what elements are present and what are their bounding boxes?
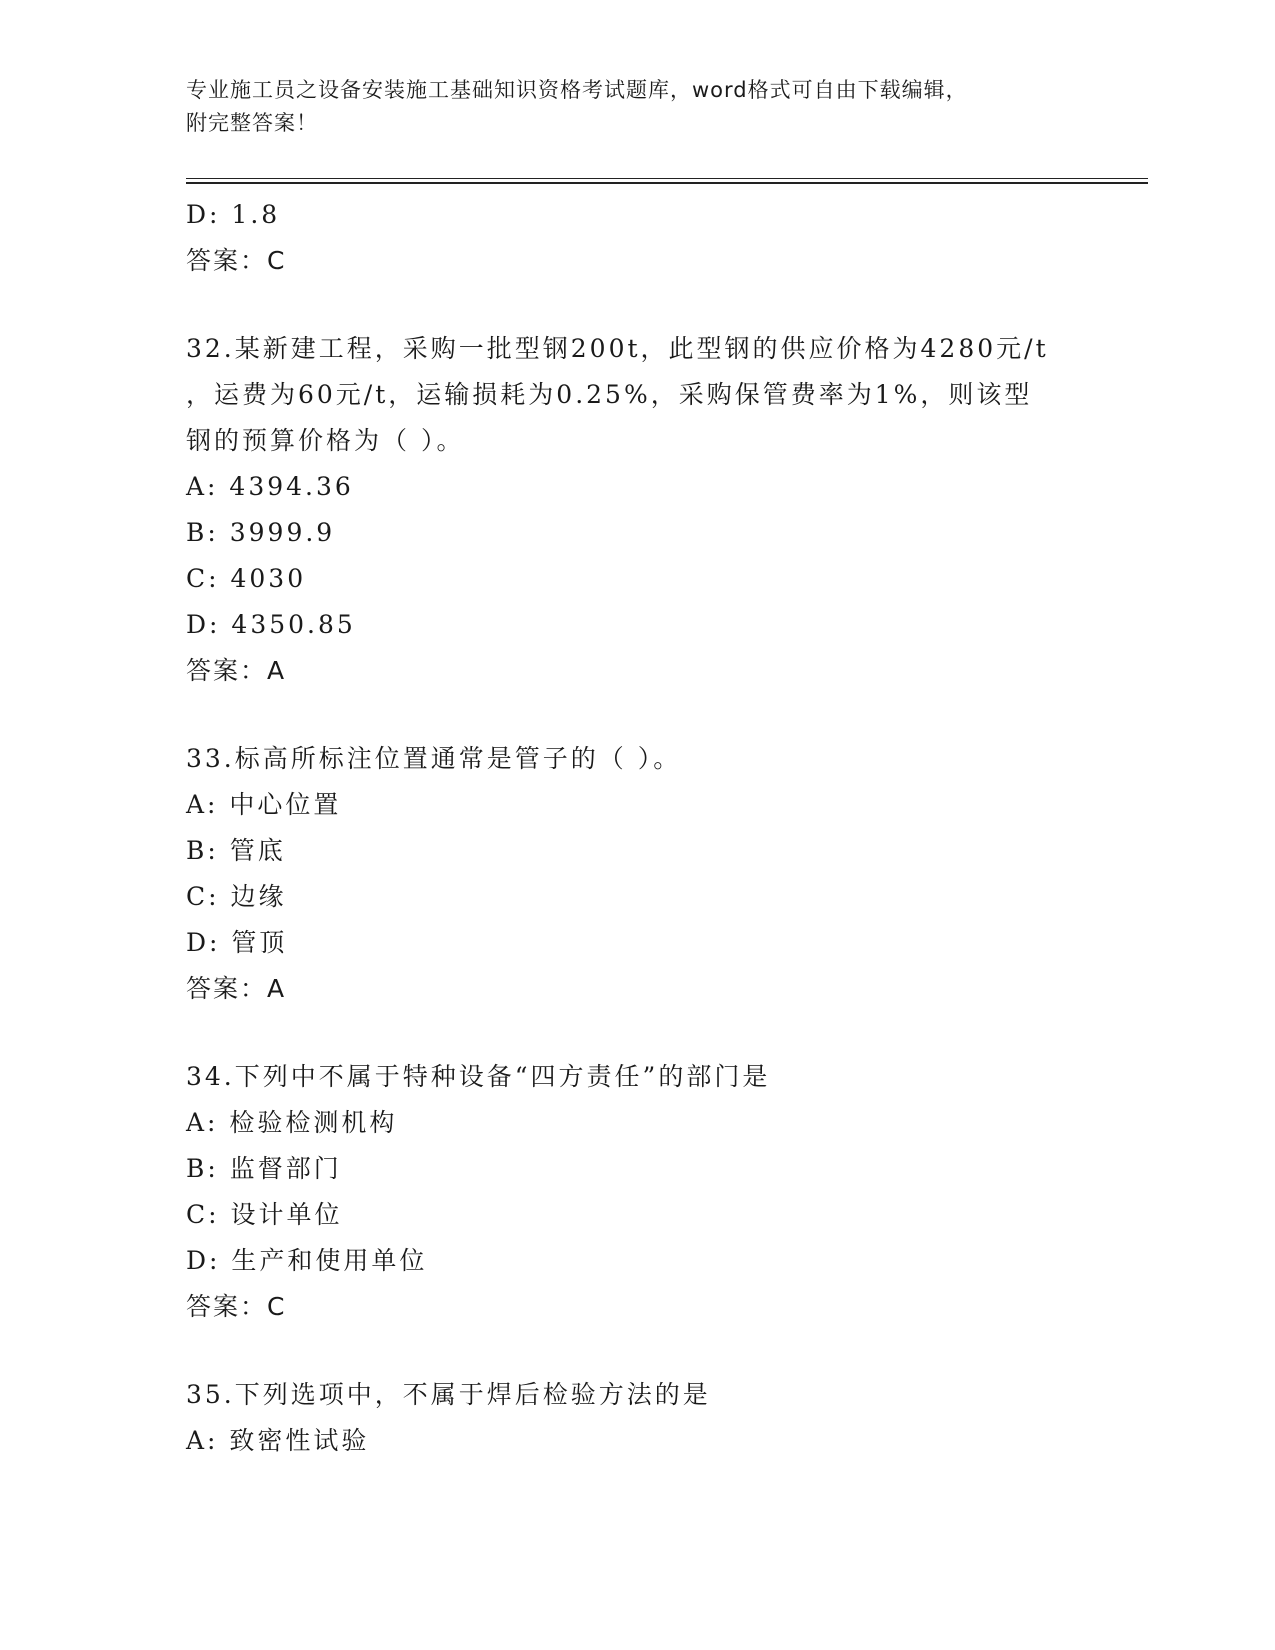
option-c: C: 边缘 [186, 882, 287, 911]
header-title-line-2: 附完整答案！ [186, 111, 318, 135]
option-a: A: 4394.36 [186, 472, 354, 501]
answer-line: 答案：A [186, 656, 287, 685]
option-b: B: 监督部门 [186, 1154, 342, 1183]
question-list [186, 192, 1146, 1464]
question-stem: 钢的预算价格为（ ）。 [186, 426, 465, 455]
question-stem: 33.标高所标注位置通常是管子的（ ）。 [186, 744, 682, 773]
option-a: A: 中心位置 [186, 790, 342, 819]
header-rule-thin [186, 178, 1148, 179]
option-a: A: 检验检测机构 [186, 1108, 398, 1137]
answer-line: 答案：C [186, 246, 287, 275]
question-stem: 32.某新建工程，采购一批型钢200t，此型钢的供应价格为4280元/t [186, 334, 1049, 363]
header-rule-thick [186, 182, 1148, 184]
question-stem: ，运费为60元/t，运输损耗为0.25%，采购保管费率为1%，则该型 [186, 380, 1033, 409]
option-b: B: 管底 [186, 836, 286, 865]
question-33 [186, 736, 1146, 1012]
header-title-line: 专业施工员之设备安装施工基础知识资格考试题库，word格式可自由下载编辑， [186, 78, 968, 102]
answer-line: 答案：A [186, 974, 287, 1003]
option-d: D: 1.8 [186, 200, 281, 229]
document-header [186, 74, 1146, 140]
answer-line: 答案：C [186, 1292, 287, 1321]
option-c: C: 设计单位 [186, 1200, 343, 1229]
question-stem: 34.下列中不属于特种设备“四方责任”的部门是 [186, 1062, 771, 1091]
option-d: D: 管顶 [186, 928, 288, 957]
question-32 [186, 326, 1146, 694]
option-d: D: 生产和使用单位 [186, 1246, 428, 1275]
option-b: B: 3999.9 [186, 518, 336, 547]
question-35 [186, 1372, 1146, 1464]
option-c: C: 4030 [186, 564, 307, 593]
option-d: D: 4350.85 [186, 610, 356, 639]
question-34 [186, 1054, 1146, 1330]
question-stem: 35.下列选项中，不属于焊后检验方法的是 [186, 1380, 711, 1409]
option-a: A: 致密性试验 [186, 1426, 370, 1455]
